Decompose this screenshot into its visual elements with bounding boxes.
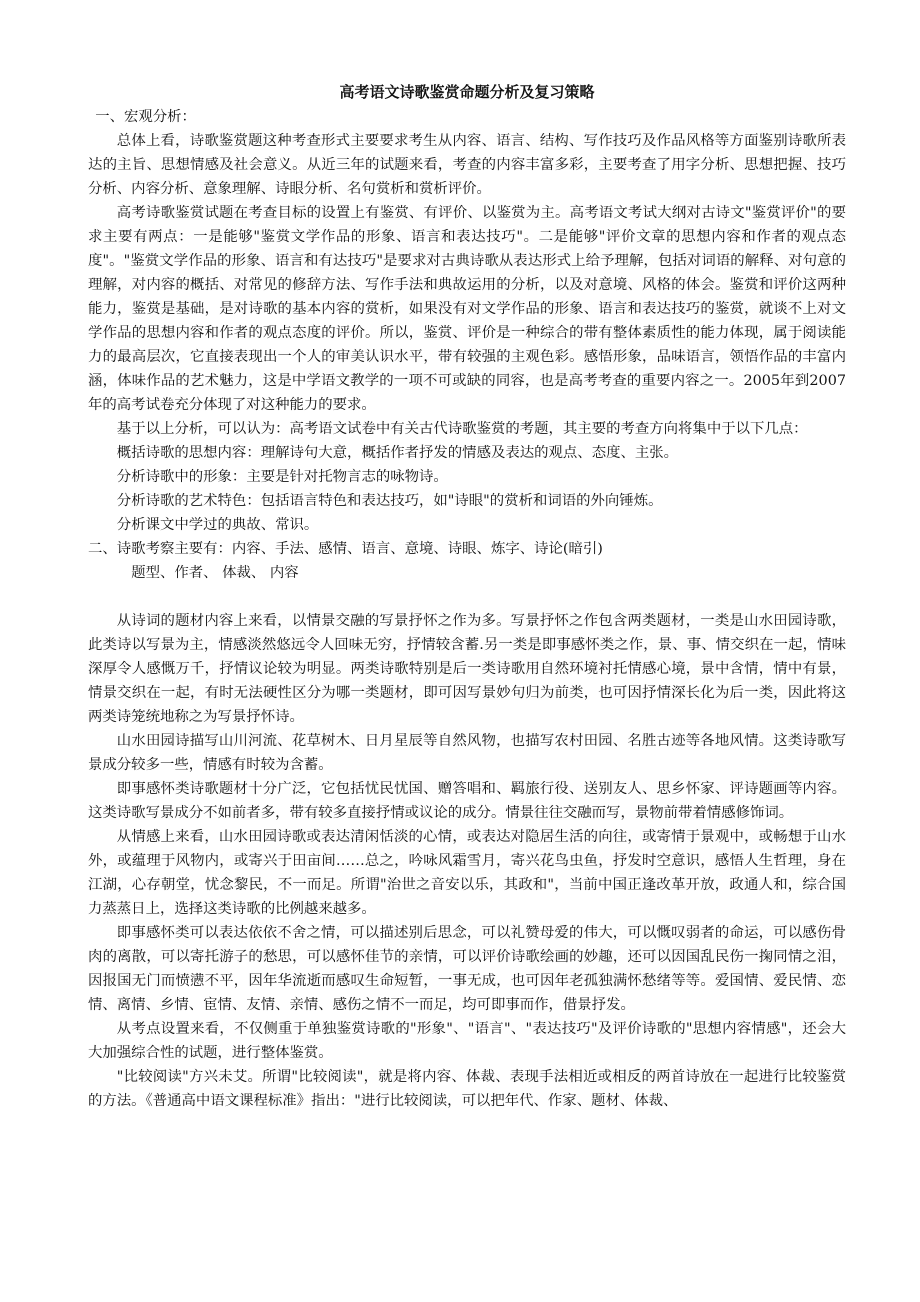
list-item-art: 分析诗歌的艺术特色：包括语言特色和表达技巧，如"诗眼"的赏析和词语的外向锤炼。 (116, 493, 663, 509)
paragraph-overview: 总体上看，诗歌鉴赏题这种考查形式主要要求考生从内容、语言、结构、写作技巧及作品风格等方面鉴别诗歌所表达的主旨、思想情感及社会意义。从近三年的试题来看，考查的内容丰富多彩，主要考查了用字分析、思想把握、技巧分析、内容分析、意象理解、诗眼分析、名句赏析和赏析评价。 (88, 133, 846, 197)
section1-heading: 一、宏观分析： (95, 109, 196, 125)
paragraph-emotion: 从情感上来看，山水田园诗歌或表达清闲恬淡的心情，或表达对隐居生活的向往，或寄情于景观中，或畅想于山水外，或蕴理于风物内，或寄兴于田亩间……总之，吟咏风霜雪月，寄兴花鸟虫鱼，抒发时空意识，感悟人生哲理，身在江湖，心存朝堂，忧念黎民，不一而足。所谓"治世之音安以乐，其政和"，当前中国正逢改革开放，政通人和，综合国力蒸蒸日上，选择这类诗歌的比例越来越多。 (88, 829, 846, 917)
paragraph-occasion: 即事感怀类诗歌题材十分广泛，它包括忧民忧国、赠答唱和、羁旅行役、送别友人、思乡怀家、评诗题画等内容。这类诗歌写景成分不如前者多，带有较多直接抒情或议论的成分。情景往往交融而写，景物前带着情感修饰词。 (88, 781, 846, 821)
list-item-content: 概括诗歌的思想内容：理解诗句大意，概括作者抒发的情感及表达的观点、态度、主张。 (116, 445, 679, 461)
paragraph-feelings: 即事感怀类可以表达依依不舍之情，可以描述别后思念，可以礼赞母爱的伟大，可以慨叹弱者的命运，可以感伤骨肉的离散，可以寄托游子的愁思，可以感怀佳节的亲情，可以评价诗歌绘画的妙趣，还可以因国乱民伤一掬同情之泪，因报国无门而愤懑不平，因年华流逝而感叹生命短暂，一事无成，也可因年老孤独满怀愁绪等等。爱国情、爱民情、恋情、离情、乡情、宦情、友情、亲情、感伤之情不一而足，均可即事而作，借景抒发。 (88, 925, 846, 1013)
section2-subheading: 题型、作者、 体裁、 内容 (131, 565, 299, 581)
paragraph-comparative: "比较阅读"方兴未艾。所谓"比较阅读"，就是将内容、体裁、表现手法相近或相反的两首诗放在一起进行比较鉴赏的方法。《普通高中语文课程标准》指出："进行比较阅读，可以把年代、作家、题材、体裁、 (88, 1069, 846, 1109)
document-title: 高考语文诗歌鉴赏命题分析及复习策略 (339, 83, 595, 101)
paragraph-themes: 从诗词的题材内容上来看，以情景交融的写景抒怀之作为多。写景抒怀之作包含两类题材，一类是山水田园诗歌，此类诗以写景为主，情感淡然悠远令人回味无穷，抒情较含蓄.另一类是即事感怀类之作，景、事、情交织在一起，情味深厚令人感慨万千，抒情议论较为明显。两类诗歌特别是后一类诗歌用自然环境衬托情感心境，景中含情，情中有景，情景交织在一起，有时无法硬性区分为哪一类题材，即可因写景妙句归为前类，也可因抒情深长化为后一类，因此将这两类诗笼统地称之为写景抒怀诗。 (88, 613, 846, 725)
paragraph-landscape: 山水田园诗描写山川河流、花草树木、日月星辰等自然风物，也描写农村田园、名胜古迹等各地风情。这类诗歌写景成分较多一些，情感有时较为含蓄。 (88, 733, 846, 773)
list-item-allusion: 分析课文中学过的典故、常识。 (116, 517, 319, 533)
paragraph-exam-goals: 高考诗歌鉴赏试题在考查目标的设置上有鉴赏、有评价、以鉴赏为主。高考语文考试大纲对古诗文"鉴赏评价"的要求主要有两点：一是能够"鉴赏文学作品的形象、语言和表达技巧"。二是能够"评价文章的思想内容和作者的观点态度"。"鉴赏文学作品的形象、语言和有达技巧"是要求对古典诗歌从表达形式上给予理解，包括对词语的解释、对句意的理解，对内容的概括、对常见的修辞方法、写作手法和典故运用的分析，以及对意境、风格的体会。鉴赏和评价这两种能力，鉴赏是基础，是对诗歌的基本内容的赏析，如果没有对文学作品的形象、语言和表达技巧的鉴赏，就谈不上对文学作品的思想内容和作者的观点态度的评价。所以，鉴赏、评价是一种综合的带有整体素质性的能力体现，属于阅读能力的最高层次，它直接表现出一个人的审美认识水平，带有较强的主观色彩。感悟形象，品味语言，领悟作品的丰富内涵，体味作品的艺术魅力，这是中学语文教学的一项不可或缺的同容，也是高考考查的重要内容之一。2005年到2007年的高考试卷充分体现了对这种能力的要求。 (88, 205, 846, 413)
blank-line (88, 585, 846, 609)
section2-heading: 二、诗歌考察主要有：内容、手法、感情、语言、意境、诗眼、炼字、诗论(暗引) (88, 541, 603, 557)
paragraph-exam-points: 从考点设置来看，不仅侧重于单独鉴赏诗歌的"形象"、"语言"、"表达技巧"及评价诗歌的"思想内容情感"，还会大大加强综合性的试题，进行整体鉴赏。 (88, 1021, 846, 1061)
list-item-image: 分析诗歌中的形象：主要是针对托物言志的咏物诗。 (116, 469, 448, 485)
paragraph-analysis-basis: 基于以上分析，可以认为：高考语文试卷中有关古代诗歌鉴赏的考题，其主要的考查方向将集中于以下几点： (116, 421, 808, 437)
